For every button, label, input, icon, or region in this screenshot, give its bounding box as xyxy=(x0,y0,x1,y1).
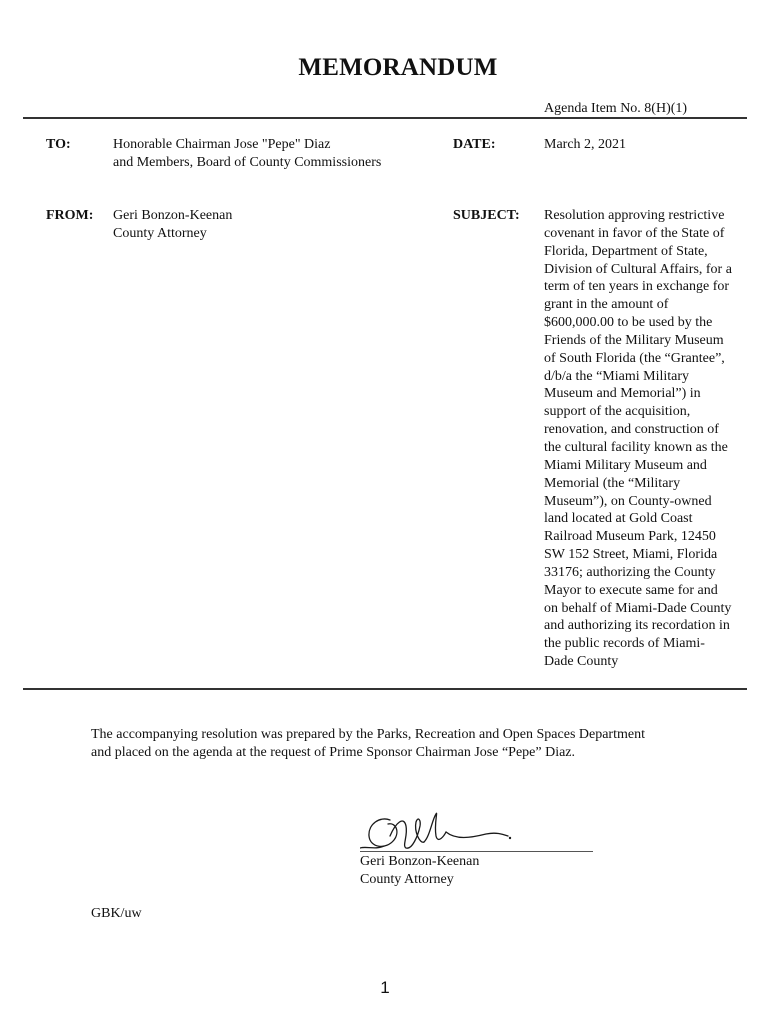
date-label: DATE: xyxy=(453,137,496,152)
subject-line: Florida, Department of State, xyxy=(544,243,708,259)
from-line: Geri Bonzon-Keenan xyxy=(113,208,233,223)
to-line: Honorable Chairman Jose "Pepe" Diaz xyxy=(113,137,331,152)
subject-line: land located at Gold Coast xyxy=(544,511,693,527)
to-recipients xyxy=(113,136,381,172)
subject-line: the public records of Miami- xyxy=(544,636,705,652)
subject-line: SW 152 Street, Miami, Florida xyxy=(544,547,718,563)
section-divider xyxy=(23,688,747,690)
subject-line: Division of Cultural Affairs, for a xyxy=(544,261,732,277)
page-number: 1 xyxy=(380,978,390,997)
to-label: TO: xyxy=(46,137,71,152)
subject-line: Dade County xyxy=(544,654,619,670)
from-sender xyxy=(113,207,232,243)
subject-line: Railroad Museum Park, 12450 xyxy=(544,529,716,545)
header-divider xyxy=(23,117,747,119)
subject-line: Museum and Memorial”) in xyxy=(544,386,701,402)
subject-line: Friends of the Military Museum xyxy=(544,332,724,348)
subject-line: $600,000.00 to be used by the xyxy=(544,315,713,331)
memo-body xyxy=(91,726,645,762)
subject-line: d/b/a the “Miami Military xyxy=(544,368,690,384)
typist-initials: GBK/uw xyxy=(91,906,142,921)
subject-line: Mayor to execute same for and xyxy=(544,582,718,598)
from-line: County Attorney xyxy=(113,226,207,241)
subject-line: Memorial (the “Military xyxy=(544,475,681,491)
subject-line: Resolution approving restrictive xyxy=(544,208,725,223)
signatory-name: Geri Bonzon-Keenan xyxy=(360,854,480,869)
subject-line: Miami Military Museum and xyxy=(544,457,707,473)
subject-line: covenant in favor of the State of xyxy=(544,225,725,241)
subject-line: and authorizing its recordation in xyxy=(544,618,730,634)
subject-line: 33176; authorizing the County xyxy=(544,564,716,580)
subject-line: Museum”), on County-owned xyxy=(544,493,712,509)
subject-label: SUBJECT: xyxy=(453,208,520,223)
subject-line: the cultural facility known as the xyxy=(544,439,728,455)
handwritten-signature xyxy=(360,806,600,856)
subject-line: of South Florida (the “Grantee”, xyxy=(544,350,725,366)
subject-line: on behalf of Miami-Dade County xyxy=(544,600,732,616)
to-line: and Members, Board of County Commissioners xyxy=(113,155,382,170)
signatory-title: County Attorney xyxy=(360,872,454,887)
body-line: The accompanying resolution was prepared by the Parks, Recreation and Open Spaces Department xyxy=(91,727,645,742)
body-line: and placed on the agenda at the request of Prime Sponsor Chairman Jose “Pepe” Diaz. xyxy=(91,745,576,760)
date-value: March 2, 2021 xyxy=(544,137,627,152)
signature-line xyxy=(360,851,593,852)
subject-line: grant in the amount of xyxy=(544,297,669,313)
subject-text xyxy=(544,207,756,671)
memo-title: MEMORANDUM xyxy=(298,54,498,81)
subject-line: term of ten years in exchange for xyxy=(544,279,730,295)
signatory-block xyxy=(360,853,479,889)
agenda-item-number: Agenda Item No. 8(H)(1) xyxy=(544,101,688,116)
from-label: FROM: xyxy=(46,208,94,223)
subject-line: renovation, and construction of xyxy=(544,422,719,438)
subject-line: support of the acquisition, xyxy=(544,404,691,420)
